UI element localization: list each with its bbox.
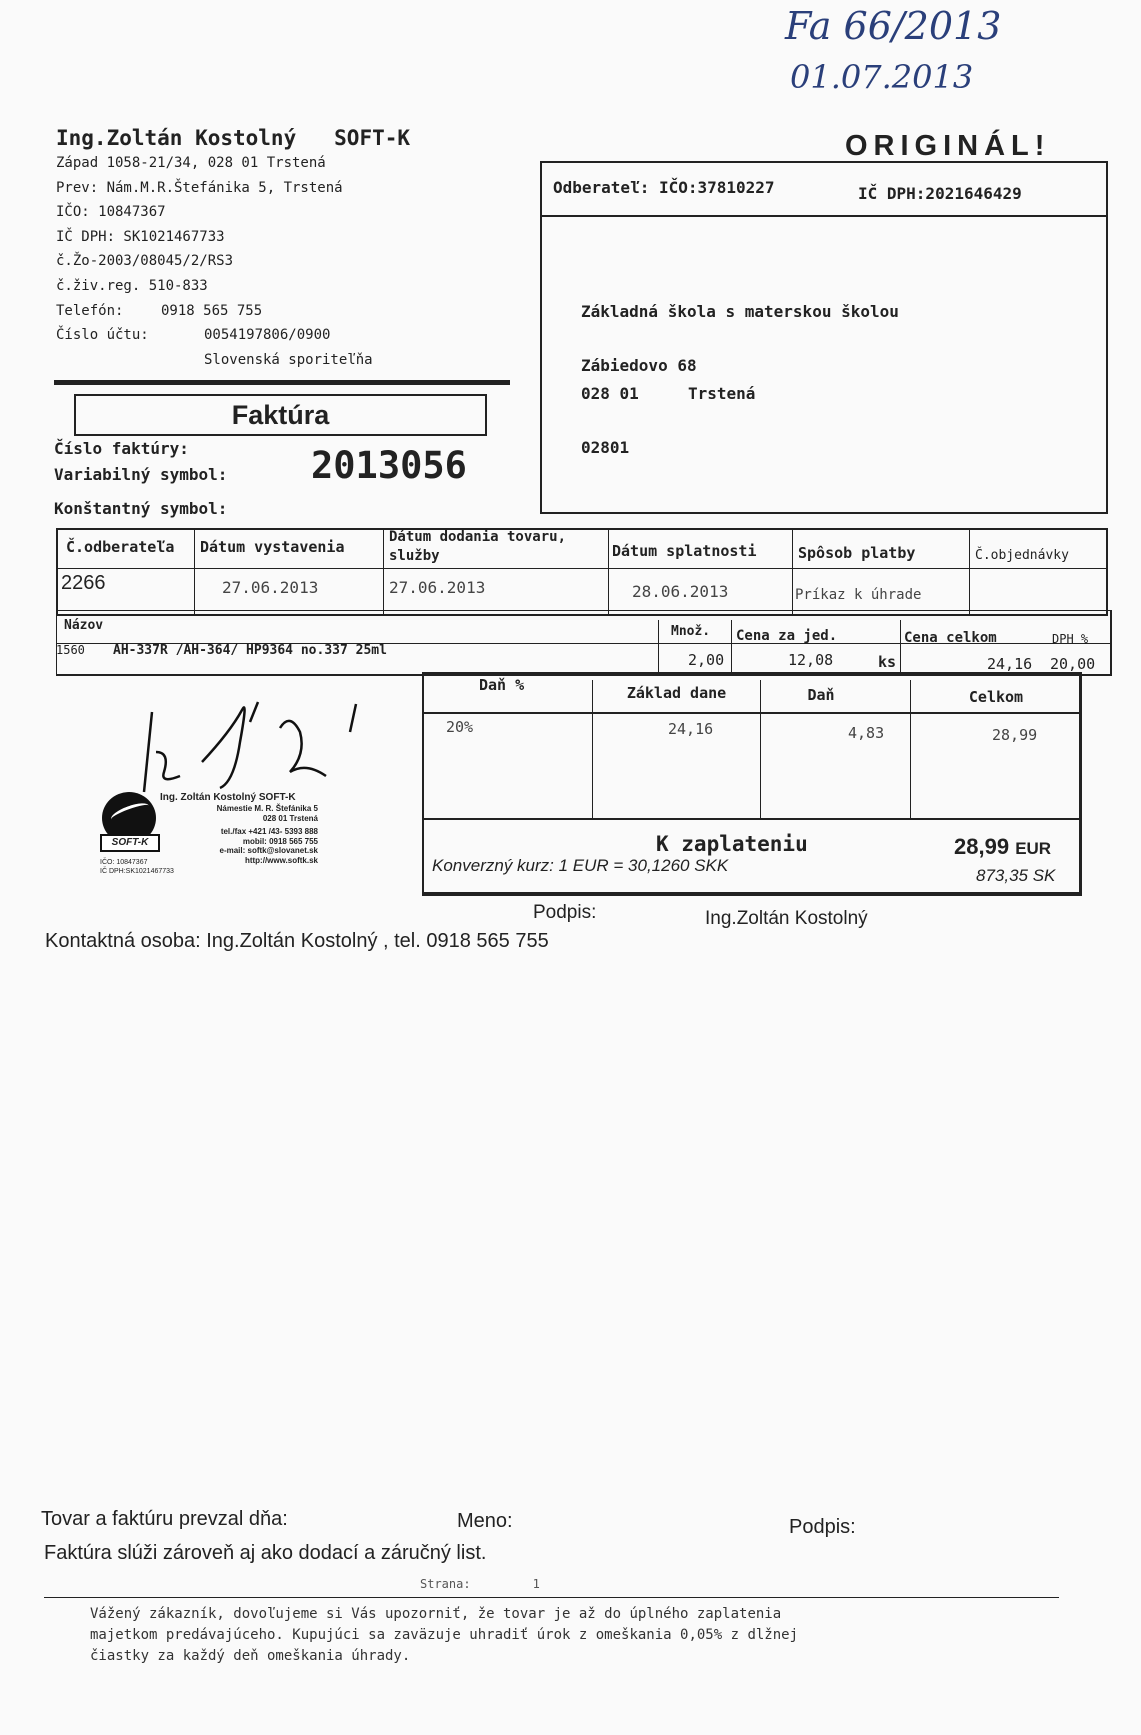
stamp-phone: tel./fax +421 /43- 5393 888 [220,827,318,836]
items-header-unit-price: Cena za jed. [736,628,838,644]
customer-city: Trstená [688,384,756,403]
supplier-account: 0054197806/0900 [204,327,331,344]
supplier-name: Ing.Zoltán Kostolný [56,126,297,150]
info-header-due-date: Dátum splatnosti [612,542,757,560]
info-header-customer-no: Č.odberateľa [66,538,175,556]
supplier-block [56,126,410,372]
stamp-dic: IČ DPH:SK1021467733 [100,868,174,875]
tax-base: 24,16 [668,720,714,738]
tax-header-rate: Daň % [479,676,525,694]
payment-notice [90,1604,798,1667]
customer-name: Základná škola s materskou školou [581,302,899,321]
supplier-phone-label: Telefón: [56,302,124,319]
info-due-date: 28.06.2013 [632,582,729,601]
item-total: 24,16 [987,655,1033,673]
item-unit-price: 12,08 [788,651,834,669]
supplier-phone: 0918 565 755 [161,302,263,319]
conversion-rate: Konverzný kurz: 1 EUR = 30,1260 SKK [432,856,729,875]
customer-header-divider [540,215,1108,217]
stamp-mobile: mobil: 0918 565 755 [242,836,318,846]
info-header-delivery-date: Dátum dodania tovaru, služby [389,529,567,564]
signature-label: Podpis: [533,902,597,923]
item-code: 1560 [56,643,85,657]
payment-currency: EUR [1015,839,1052,858]
page-label: Strana: [420,1577,471,1591]
tax-header-base: Základ dane [626,684,727,702]
stamp-name: Ing. Zoltán Kostolný SOFT-K [160,792,296,803]
item-unit: ks [878,653,897,671]
info-delivery-date: 27.06.2013 [389,578,486,597]
tax-rate: 20% [446,718,474,736]
stamp-logo-text: SOFT-K [100,834,160,852]
customer-street: Zábiedovo 68 [581,356,697,375]
payment-notice-line-2: majetkom predávajúceho. Kupujúci sa zaväzuje uhradiť úrok z omeškania 0,05% z dlžnej [90,1627,799,1643]
payment-amount: 28,99 [954,834,1010,859]
tax-total: 28,99 [992,726,1038,744]
footer-received: Tovar a faktúru prevzal dňa: [41,1508,288,1530]
supplier-zivreg: č.živ.reg. 510-833 [56,277,208,294]
info-customer-no: 2266 [61,572,106,594]
customer-code: 02801 [581,438,630,457]
company-stamp [102,792,318,888]
customer-dic: IČ DPH:2021646429 [858,184,1022,203]
supplier-premises: Prev: Nám.M.R.Štefánika 5, Trstená [56,179,343,196]
supplier-zo: č.Žo-2003/08045/2/RS3 [56,253,234,270]
item-name: AH-337R /AH-364/ HP9364 no.337 25ml [113,643,387,658]
info-payment-method: Príkaz k úhrade [795,587,922,603]
footer-name-label: Meno: [457,1510,513,1532]
customer-zip: 028 01 [581,384,639,403]
contact-person: Kontaktná osoba: Ing.Zoltán Kostolný , tel. 0918 565 755 [45,930,549,952]
invoice-number: 2013056 [311,444,467,487]
original-stamp: ORIGINÁL! [845,130,1051,162]
stamp-ico: IČO: 10847367 [100,859,148,866]
invoice-title: Faktúra [74,394,487,436]
supplier-ico: IČO: 10847367 [56,204,166,221]
stamp-city: 028 01 Trstená [262,813,318,823]
supplier-address: Západ 1058-21/34, 028 01 Trstená [56,155,326,171]
item-vat: 20,00 [1050,655,1096,673]
stamp-web: http://www.softk.sk [244,855,318,865]
signature-scribble [130,692,380,802]
tax-header-total: Celkom [968,688,1024,706]
payment-notice-line-3: čiastky za každý deň omeškania úhrady. [90,1648,411,1664]
payment-notice-line-1: Vážený zákazník, dovoľujeme si Vás upozorniť, že tovar je až do úplného zaplatenia [90,1606,782,1622]
items-header-total: Cena celkom [904,630,997,646]
info-header-order-no: Č.objednávky [975,548,1069,563]
payment-label: K zaplateniu [656,832,808,856]
item-qty: 2,00 [688,651,725,669]
items-header-qty: Množ. [671,624,711,639]
variable-symbol-label: Variabilný symbol: [54,465,228,484]
page-number: 1 [532,1577,540,1591]
customer-box [540,161,1108,514]
supplier-bank: Slovenská sporiteľňa [204,351,373,368]
footer-signature-label: Podpis: [789,1516,856,1538]
supplier-brand: SOFT-K [334,126,411,150]
payment-sk-amount: 873,35 SK [976,866,1056,885]
handwritten-invoice-ref: Fa 66/2013 [785,4,1002,48]
handwritten-date: 01.07.2013 [790,58,974,96]
items-header-name: Názov [64,618,104,633]
info-header-issue-date: Dátum vystavenia [200,538,345,556]
tax-header-tax: Daň [807,686,835,704]
customer-ico: Odberateľ: IČO:37810227 [553,178,775,197]
signature-name: Ing.Zoltán Kostolný [705,908,868,929]
constant-symbol-label: Konštantný symbol: [54,499,228,518]
supplier-dic: IČ DPH: SK1021467733 [56,228,225,245]
supplier-account-label: Číslo účtu: [56,327,149,344]
invoice-number-label: Číslo faktúry: [54,439,189,458]
supplier-divider [54,380,510,385]
stamp-street: Námestie M. R. Štefánika 5 [216,804,318,813]
info-header-payment-method: Spôsob platby [798,544,916,562]
footer-divider [44,1597,1059,1598]
items-header-vat: DPH % [1052,632,1089,646]
delivery-note: Faktúra slúži zároveň aj ako dodací a záručný list. [44,1542,487,1564]
tax-amount: 4,83 [848,724,885,742]
info-issue-date: 27.06.2013 [222,578,319,597]
stamp-email: e-mail: softk@slovanet.sk [219,846,318,855]
